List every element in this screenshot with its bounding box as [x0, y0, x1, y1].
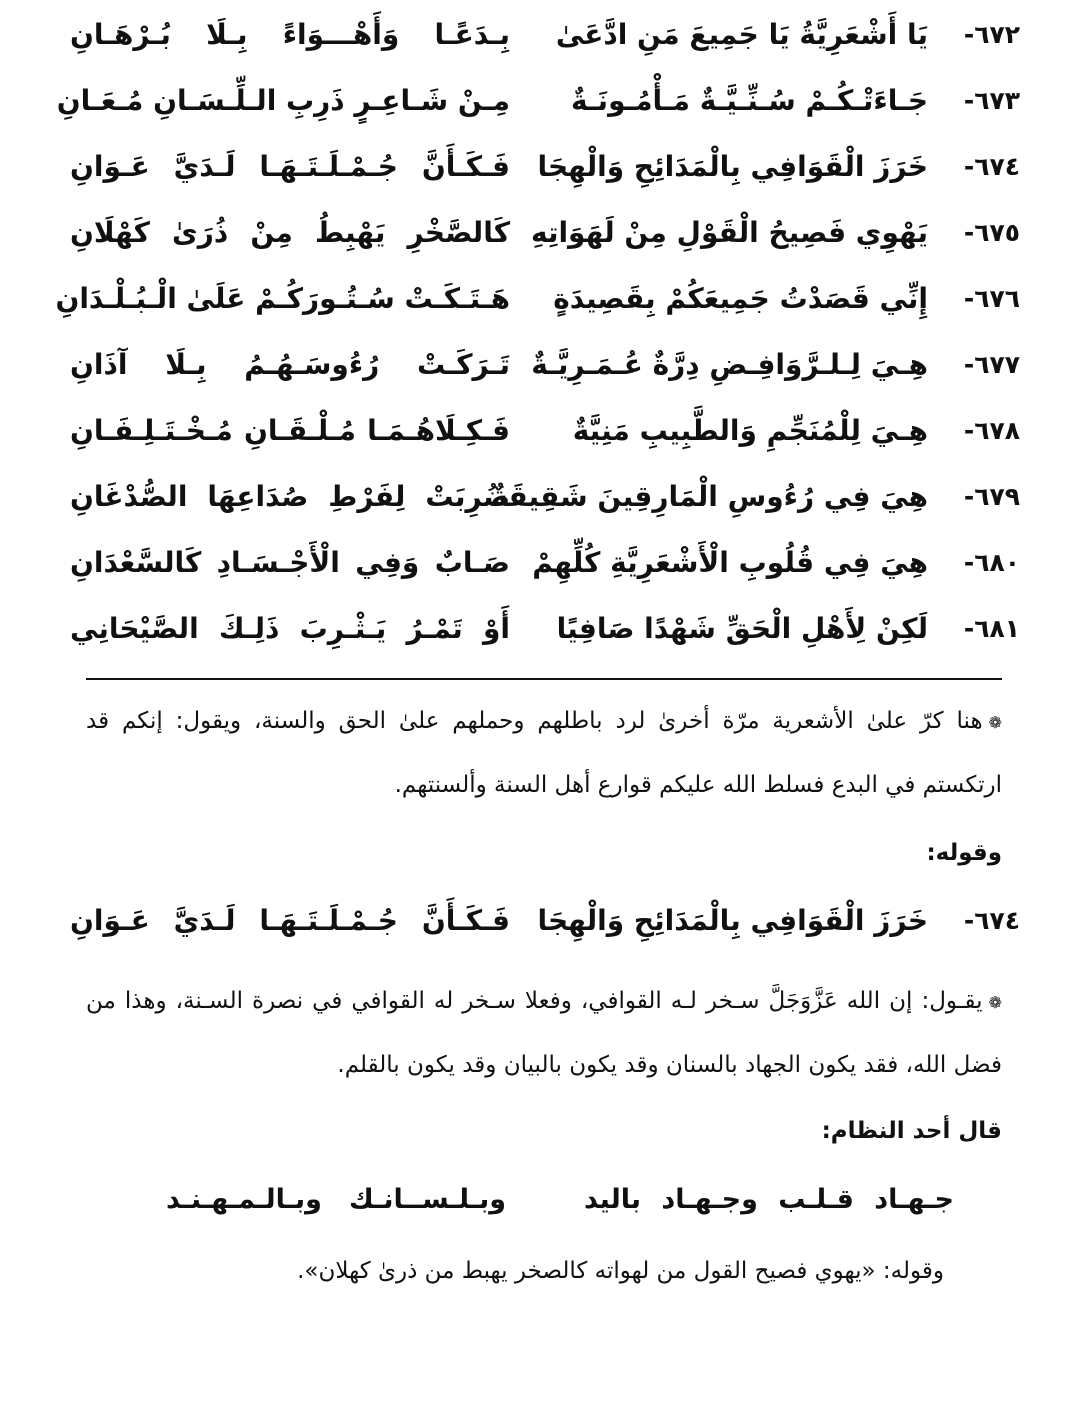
verse-first-hemistich: خَرَزَ الْقَوَافِي بِالْمَدَائِحِ وَالْهِجَا [537, 150, 928, 183]
verse-number: ٦٧٣- [963, 86, 1020, 115]
commentary-paragraph [86, 970, 1002, 1096]
verse-number: ٦٨٠- [963, 548, 1020, 577]
commentary-text: هنا كرّ علىٰ الأشعرية مرّة أخرىٰ لرد باطلهم وحملهم علىٰ الحق والسنة، ويقول: إنكم قد ارتكستم في البدع فسلط الله عليكم قوارع أهل السنة وألسنتهم. [86, 708, 1002, 798]
verse-number: ٦٧٧- [963, 350, 1020, 379]
verse-second-hemistich: فَـكَـأَنَّ جُـمْـلَـتَـهَـا لَـدَيَّ عَـوَانِ [70, 150, 510, 183]
verse-first-hemistich: هِيَ فِي رُءُوسِ الْمَارِقِينَ شَقِيقَةٌ [491, 480, 928, 513]
verse-number: ٦٨١- [963, 614, 1020, 643]
poem-first-hemistich: جـهـاد قـلـب وجـهـاد باليد [584, 1184, 954, 1215]
verse-second-hemistich: كَالصَّخْرِ يَهْبِطُ مِنْ ذُرَىٰ كَهْلَانِ [70, 216, 510, 249]
verse-row [60, 410, 1020, 466]
verse-number: ٦٧٢- [963, 20, 1020, 49]
verse-second-hemistich: ضُرِبَتْ لِفَرْطِ صُدَاعِهَا الصُّدْغَانِ [70, 480, 510, 513]
verse-second-hemistich: بِـدَعًـا وَأَهْـــوَاءً بِـلَا بُـرْهَـانِ [70, 18, 510, 51]
verse-second-hemistich: صَـابٌ وَفِي الْأَجْـسَـادِ كَالسَّعْدَانِ [70, 546, 510, 579]
section-divider [86, 678, 1002, 680]
verse-second-hemistich: مِـنْ شَـاعِـرٍ ذَرِبِ الـلِّـسَـانِ مُـعَـانِ [56, 84, 510, 117]
section-label: وقوله: [926, 840, 1002, 866]
verse-row [60, 344, 1020, 400]
verse-first-hemistich: خَرَزَ الْقَوَافِي بِالْمَدَائِحِ وَالْهِجَا [537, 904, 928, 937]
verse-second-hemistich: تَـرَكَـتْ رُءُوسَـهُـمُ بِـلَا آذَانِ [70, 348, 510, 381]
verse-row [60, 608, 1020, 664]
flower-icon: ❁ [988, 993, 1002, 1012]
flower-icon: ❁ [988, 713, 1002, 732]
quoted-verse-row [60, 900, 1020, 956]
poem-second-hemistich: وبـلـســانـك وبـالـمـهـنـد [166, 1184, 506, 1215]
verse-row [56, 80, 1020, 136]
commentary-paragraph [86, 690, 1002, 816]
verse-first-hemistich: هِيَ فِي قُلُوبِ الْأَشْعَرِيَّةِ كُلِّهِمْ [532, 546, 928, 579]
closing-quote-line: وقوله: «يهوي فصيح القول من لهواته كالصخر يهبط من ذرىٰ كهلان». [297, 1258, 944, 1284]
verse-number: ٦٧٦- [963, 284, 1020, 313]
verse-row [60, 146, 1020, 202]
verse-row [60, 14, 1020, 70]
verse-number: ٦٧٩- [963, 482, 1020, 511]
verse-first-hemistich: جَـاءَتْـكُـمْ سُـنِّـيَّـةٌ مَـأْمُـونَـةٌ [571, 84, 928, 117]
verse-row [60, 212, 1020, 268]
verse-second-hemistich: فَـكِـلَاهُـمَـا مُـلْـقَـانِ مُـخْـتَـلِـفَـانِ [70, 414, 510, 447]
verse-number: ٦٧٥- [963, 218, 1020, 247]
verse-second-hemistich: فَـكَـأَنَّ جُـمْـلَـتَـهَـا لَـدَيَّ عَـوَانِ [70, 904, 510, 937]
verse-number: ٦٧٤- [963, 906, 1020, 935]
section-label: قال أحد النظام: [821, 1118, 1002, 1144]
verse-first-hemistich: يَا أَشْعَرِيَّةُ يَا جَمِيعَ مَنِ ادَّعَىٰ [555, 18, 928, 51]
verse-first-hemistich: هِـيَ لِـلـرَّوَافِـضِ دِرَّةٌ عُـمَـرِيَّـةٌ [531, 348, 928, 381]
verse-number: ٦٧٤- [963, 152, 1020, 181]
verse-first-hemistich: لَكِنْ لِأَهْلِ الْحَقِّ شَهْدًا صَافِيًا [556, 612, 928, 645]
verse-first-hemistich: هِـيَ لِلْمُنَجِّمِ وَالطَّبِيبِ مَنِيَّةٌ [572, 414, 928, 447]
verse-first-hemistich: إِنِّي قَصَدْتُ جَمِيعَكُمْ بِقَصِيدَةٍ [553, 282, 928, 315]
verse-first-hemistich: يَهْوِي فَصِيحُ الْقَوْلِ مِنْ لَهَوَاتِهِ [530, 216, 928, 249]
commentary-text: يقـول: إن الله عَزَّوَجَلَّ سـخر لـه القوافي، وفعلا سـخر له القوافي في نصرة السـنة، وهذا من فضل الله، فقد يكون الجهاد بالسنان وقد يكون بالبيان وقد يكون بالقلم. [86, 988, 1002, 1078]
verse-number: ٦٧٨- [963, 416, 1020, 445]
verse-second-hemistich: أَوْ تَمْـرُ يَـثْـرِبَ ذَلِـكَ الصَّيْحَانِي [70, 612, 510, 645]
verse-row [60, 476, 1020, 532]
verse-row [60, 542, 1020, 598]
verse-row [55, 278, 1020, 334]
verse-second-hemistich: هَـتَـكَـتْ سُـتُـورَكُـمْ عَلَىٰ الْـبُـلْـدَانِ [55, 282, 510, 315]
